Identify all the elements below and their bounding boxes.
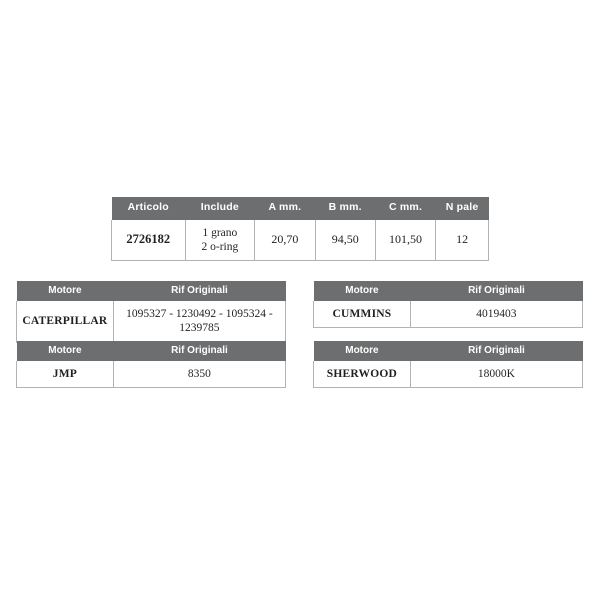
- spec-cell-articolo: 2726182: [112, 220, 186, 261]
- spec-cell-include: [185, 220, 255, 261]
- spec-header-include: Include: [185, 197, 255, 220]
- spec-header-b-mm: B mm.: [315, 197, 375, 220]
- spec-cell-c-mm: 101,50: [375, 220, 435, 261]
- reference-header-row: [314, 281, 583, 301]
- table-row: [314, 301, 583, 328]
- reference-table-sherwood: [313, 341, 583, 388]
- spec-header-articolo: Articolo: [112, 197, 186, 220]
- reference-cell-rif: [113, 361, 285, 388]
- table-row: [17, 301, 286, 342]
- reference-cell-rif: [113, 301, 285, 342]
- reference-header-rif: Rif Originali: [410, 341, 582, 361]
- reference-table-jmp: [16, 341, 286, 388]
- reference-cell-motore: SHERWOOD: [314, 361, 411, 388]
- spec-cell-b-mm: 94,50: [315, 220, 375, 261]
- spec-header-c-mm: C mm.: [375, 197, 435, 220]
- table-row: [17, 361, 286, 388]
- reference-header-motore: Motore: [314, 281, 411, 301]
- reference-cell-motore: JMP: [17, 361, 114, 388]
- rif-line-1: 1095327 - 1230492 - 1095324 -: [126, 308, 273, 320]
- rif-line-1: 18000K: [477, 368, 515, 380]
- include-line-1: 1 grano: [202, 226, 238, 239]
- reference-table-caterpillar: [16, 281, 286, 343]
- spec-header-a-mm: A mm.: [255, 197, 315, 220]
- spec-table-header-row: [112, 197, 489, 220]
- reference-cell-rif: [410, 361, 582, 388]
- reference-header-motore: Motore: [17, 341, 114, 361]
- spec-cell-n-pale: 12: [436, 220, 489, 261]
- reference-header-motore: Motore: [17, 281, 114, 301]
- rif-line-1: 4019403: [476, 308, 517, 320]
- include-line-2: 2 o-ring: [201, 240, 239, 253]
- reference-cell-motore: CATERPILLAR: [17, 301, 114, 342]
- reference-cell-motore: CUMMINS: [314, 301, 411, 328]
- table-row: [112, 220, 489, 261]
- spec-cell-a-mm: 20,70: [255, 220, 315, 261]
- spec-table: [111, 197, 489, 261]
- reference-header-row: [314, 341, 583, 361]
- reference-cell-rif: [410, 301, 582, 328]
- reference-header-rif: Rif Originali: [410, 281, 582, 301]
- reference-table-cummins: [313, 281, 583, 328]
- table-row: [314, 361, 583, 388]
- reference-header-row: [17, 341, 286, 361]
- reference-header-rif: Rif Originali: [113, 341, 285, 361]
- rif-line-2: 1239785: [179, 322, 220, 335]
- reference-header-rif: Rif Originali: [113, 281, 285, 301]
- rif-line-1: 8350: [187, 368, 211, 380]
- reference-header-motore: Motore: [314, 341, 411, 361]
- spec-header-n-pale: N pale: [436, 197, 489, 220]
- reference-header-row: [17, 281, 286, 301]
